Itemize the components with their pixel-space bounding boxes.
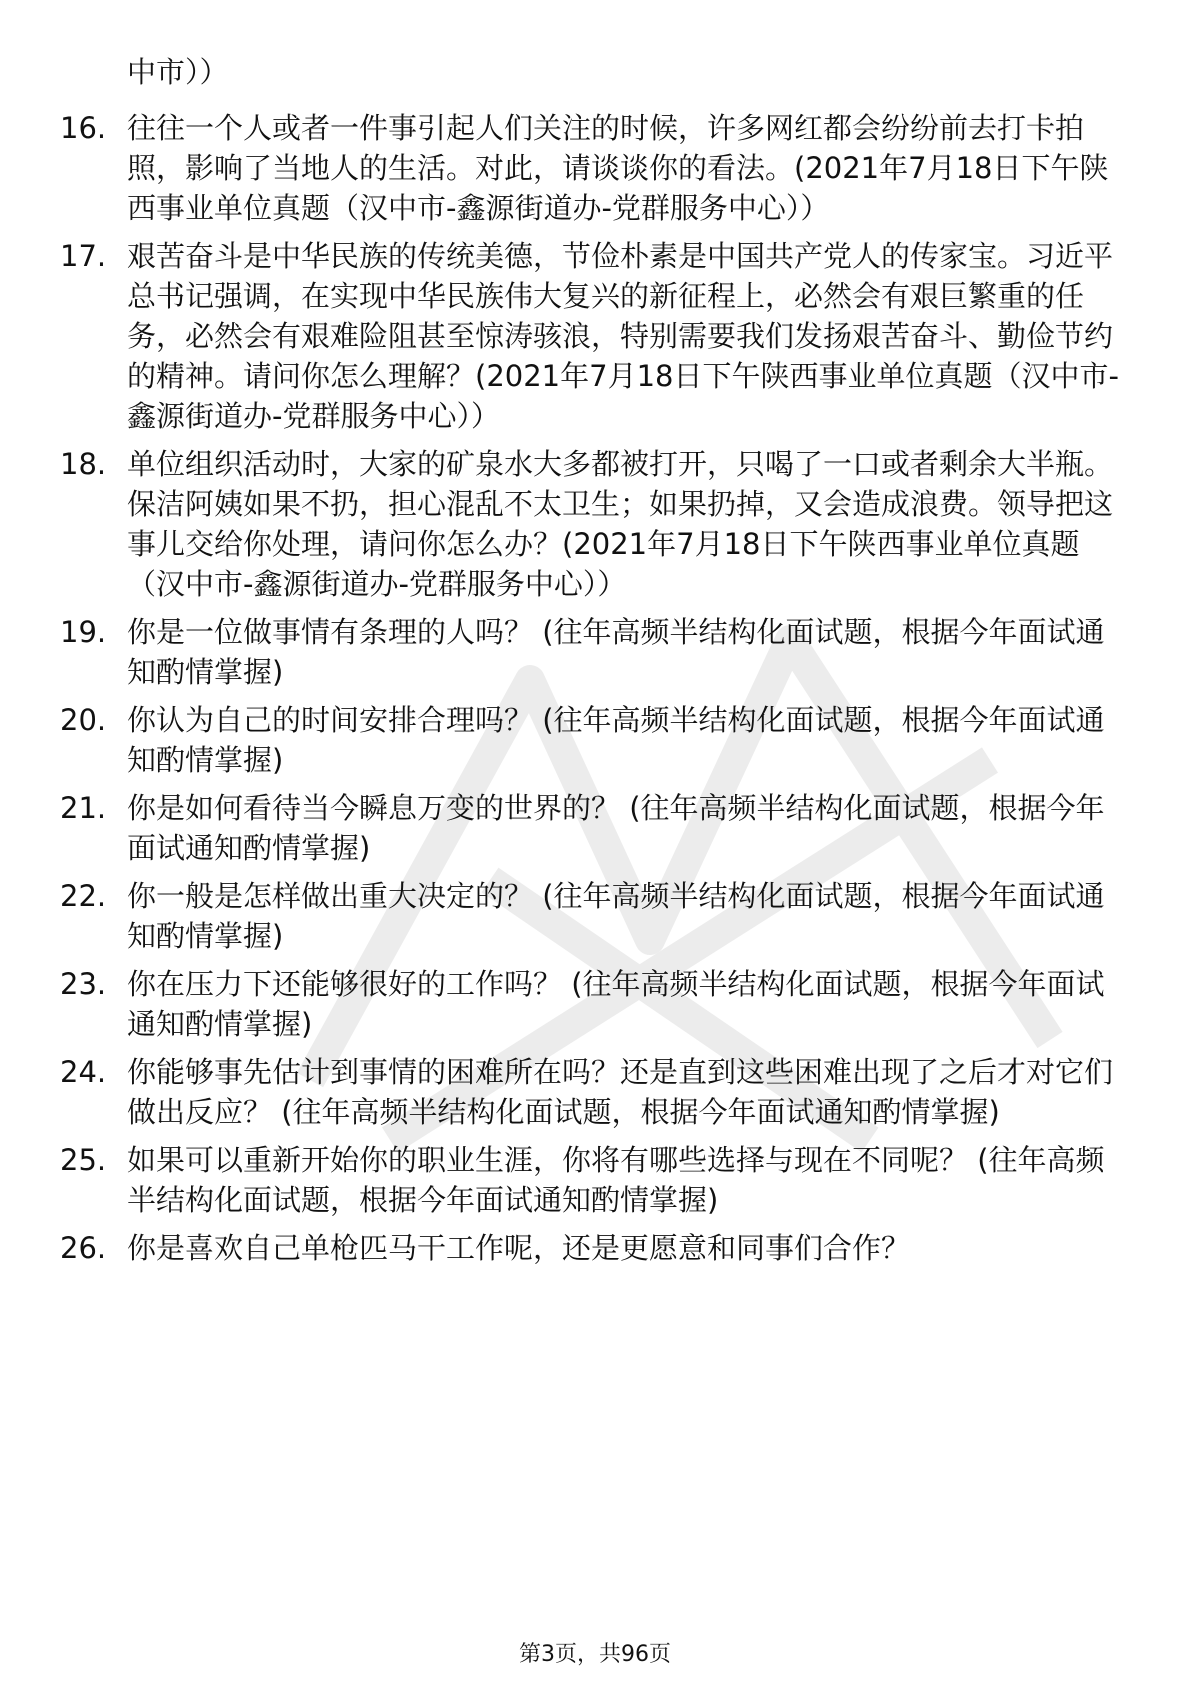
question-number: 18. <box>60 447 107 481</box>
question-item <box>0 700 1190 780</box>
question-number: 24. <box>60 1055 107 1089</box>
question-text: 往往一个人或者一件事引起人们关注的时候，许多网红都会纷纷前去打卡拍照，影响了当地人的生活。对此，请谈谈你的看法。(2021年7月18日下午陕西事业单位真题（汉中市-鑫源街道办-党群服务中心）） <box>127 111 1109 225</box>
question-item <box>0 788 1190 868</box>
question-number: 20. <box>60 703 107 737</box>
question-text: 你是如何看待当今瞬息万变的世界的？ (往年高频半结构化面试题，根据今年面试通知酌情掌握) <box>127 791 1105 865</box>
question-number: 19. <box>60 615 107 649</box>
question-item <box>0 108 1190 228</box>
question-item <box>0 1140 1190 1220</box>
question-text: 艰苦奋斗是中华民族的传统美德，节俭朴素是中国共产党人的传家宝。习近平总书记强调，在实现中华民族伟大复兴的新征程上，必然会有艰巨繁重的任务，必然会有艰难险阻甚至惊涛骇浪，特别需要我们发扬艰苦奋斗、勤俭节约的精神。请问你怎么理解？(2021年7月18日下午陕西事业单位真题（汉中市-鑫源街道办-党群服务中心）） <box>127 239 1119 433</box>
question-item <box>0 236 1190 436</box>
page-number-label: 第3页，共96页 <box>519 1642 671 1667</box>
question-item <box>0 444 1190 604</box>
question-text: 你是喜欢自己单枪匹马干工作呢，还是更愿意和同事们合作？ <box>127 1231 911 1265</box>
question-item <box>0 876 1190 956</box>
question-text: 你能够事先估计到事情的困难所在吗？还是直到这些困难出现了之后才对它们做出反应？ (往年高频半结构化面试题，根据今年面试通知酌情掌握) <box>127 1055 1114 1129</box>
question-text: 如果可以重新开始你的职业生涯，你将有哪些选择与现在不同呢？ (往年高频半结构化面试题，根据今年面试通知酌情掌握) <box>127 1143 1105 1217</box>
question-list <box>0 108 1190 1276</box>
question-text: 你一般是怎样做出重大决定的？ (往年高频半结构化面试题，根据今年面试通知酌情掌握) <box>127 879 1105 953</box>
question-number: 25. <box>60 1143 107 1177</box>
question-text: 你在压力下还能够很好的工作吗？ (往年高频半结构化面试题，根据今年面试通知酌情掌握) <box>127 967 1105 1041</box>
page-footer <box>0 1640 1190 1670</box>
question-number: 22. <box>60 879 107 913</box>
question-number: 17. <box>60 239 107 273</box>
question-number: 21. <box>60 791 107 825</box>
question-item <box>0 1228 1190 1268</box>
continuation-text: 中市）） <box>127 55 229 89</box>
question-item <box>0 612 1190 692</box>
question-text: 你是一位做事情有条理的人吗？ (往年高频半结构化面试题，根据今年面试通知酌情掌握) <box>127 615 1105 689</box>
question-number: 16. <box>60 111 107 145</box>
question-text: 单位组织活动时，大家的矿泉水大多都被打开，只喝了一口或者剩余大半瓶。保洁阿姨如果不扔，担心混乱不太卫生；如果扔掉，又会造成浪费。领导把这事儿交给你处理，请问你怎么办？(2021年7月18日下午陕西事业单位真题（汉中市-鑫源街道办-党群服务中心）） <box>127 447 1114 601</box>
question-item <box>0 1052 1190 1132</box>
question-number: 23. <box>60 967 107 1001</box>
question-text: 你认为自己的时间安排合理吗？ (往年高频半结构化面试题，根据今年面试通知酌情掌握) <box>127 703 1105 777</box>
question-number: 26. <box>60 1231 107 1265</box>
question-item <box>0 964 1190 1044</box>
